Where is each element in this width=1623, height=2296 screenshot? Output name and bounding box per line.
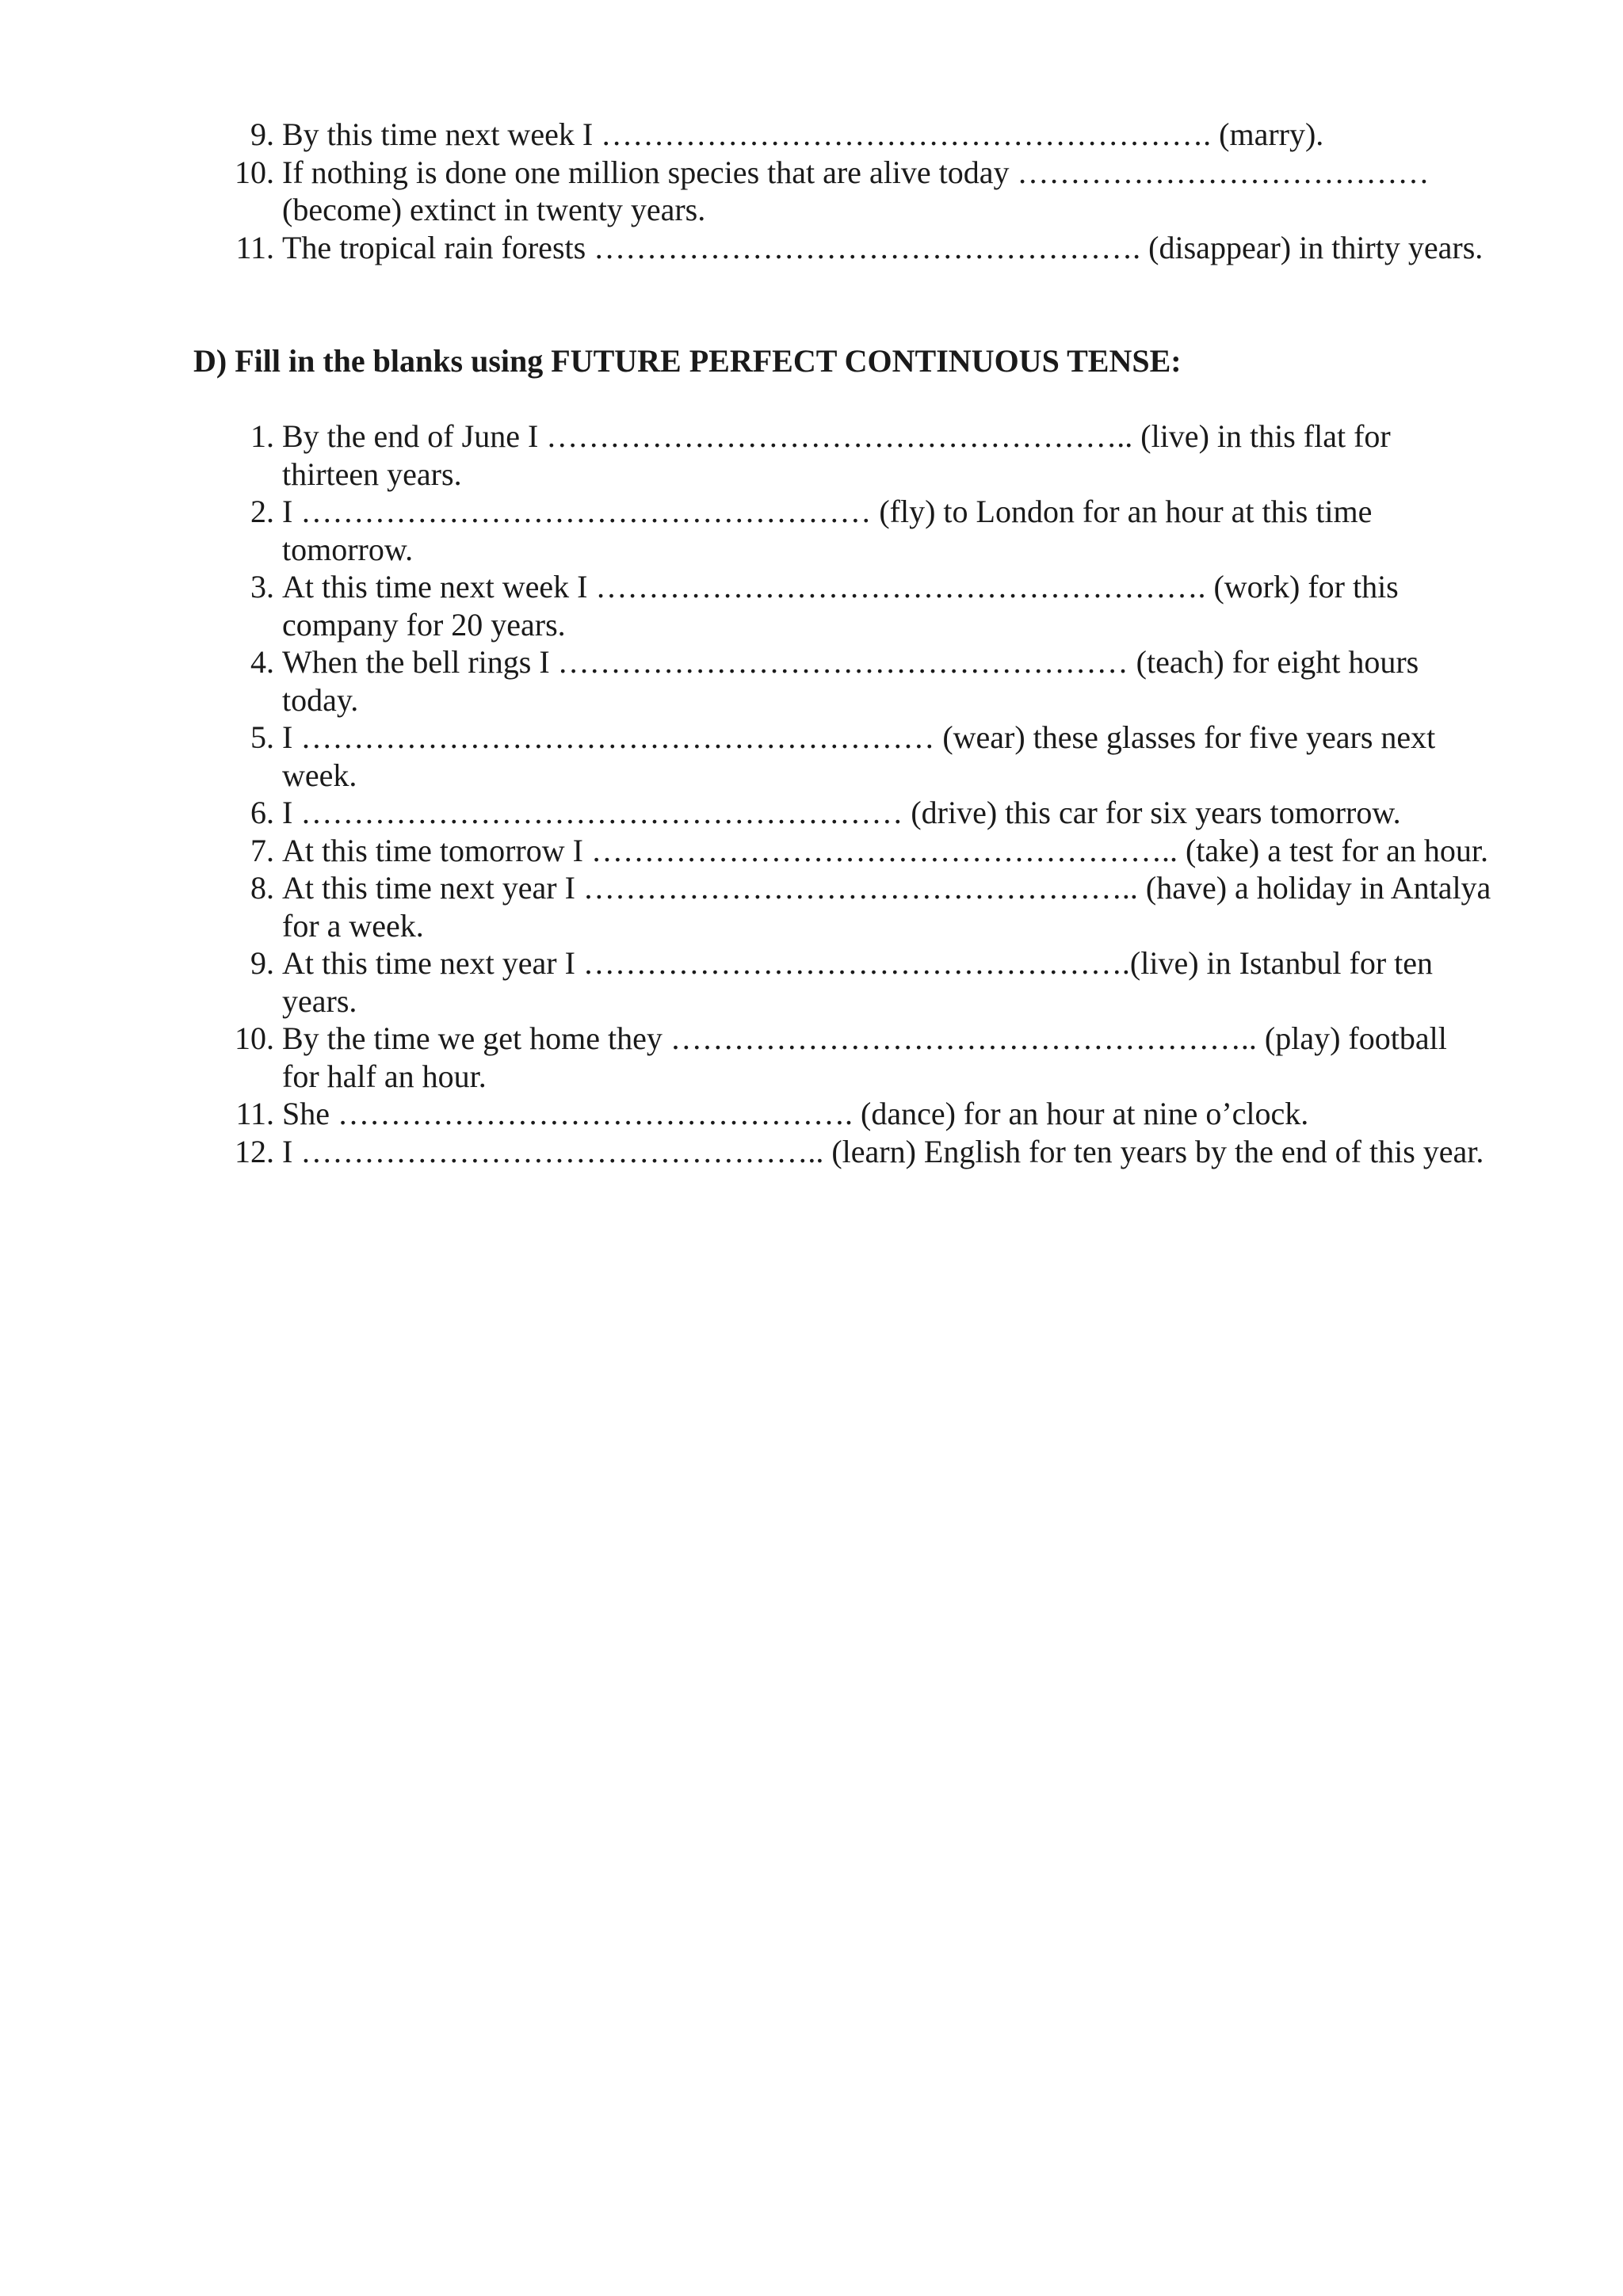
item-text: When the bell rings I ……………………………………………… (teach) for eight hours today. [282,644,1419,718]
item-text: By the end of June I ……………………………………………….. (live) in this flat for thirteen years. [282,418,1391,492]
list-item [223,643,1491,719]
list-item [223,869,1491,944]
item-number: 11. [235,1096,274,1131]
list-item [223,1020,1491,1095]
list-item [223,154,1491,229]
item-text: She …………………………………………. (dance) for an hour at nine o’clock. [282,1096,1309,1131]
item-number: 11. [235,229,274,265]
item-number: 7. [250,832,274,868]
item-number: 6. [250,795,274,830]
item-text: At this time next year I …………………………………………….. (have) a holiday in Antalya for a week. [282,870,1491,944]
section-d-exercise-list [223,418,1491,1170]
item-text: At this time next week I …………………………………………………. (work) for this company for 20 years. [282,569,1399,643]
list-item [223,418,1491,493]
item-number: 9. [250,116,274,152]
item-number: 10. [235,1020,274,1056]
list-item [223,568,1491,643]
item-number: 12. [235,1133,274,1169]
exercise-list-continued [223,116,1491,266]
item-number: 8. [250,870,274,906]
list-item [223,116,1491,154]
item-number: 10. [235,154,274,190]
item-text: I …………………………………………………… (wear) these glasses for five years next week. [282,719,1436,793]
item-number: 4. [250,644,274,680]
item-text: I ………………………………………….. (learn) English for ten years by the end of this year. [282,1133,1484,1169]
list-item [223,944,1491,1020]
list-item [223,1133,1491,1171]
item-number: 5. [250,719,274,755]
item-number: 9. [250,945,274,981]
item-number: 3. [250,569,274,605]
item-text: The tropical rain forests ……………………………………………. (disappear) in thirty years. [282,229,1484,265]
list-item [223,794,1491,832]
item-text: I ………………………………………………… (drive) this car for six years tomorrow. [282,795,1401,830]
item-text: By this time next week I …………………………………………………. (marry). [282,116,1324,152]
item-text: At this time next year I …………………………………………….(live) in Istanbul for ten years. [282,945,1434,1019]
item-text: If nothing is done one million species that are alive today ………………………………… (become) extinct in twenty years. [282,154,1430,227]
item-text: By the time we get home they ……………………………………………….. (play) football for half an hour. [282,1020,1447,1094]
list-item [223,719,1491,794]
list-item [223,832,1491,870]
list-item [223,229,1491,267]
item-text: I ……………………………………………… (fly) to London for an hour at this time tomorrow. [282,494,1373,567]
item-text: At this time tomorrow I ……………………………………………….. (take) a test for an hour. [282,832,1489,868]
item-number: 1. [250,418,274,454]
list-item [223,493,1491,568]
item-number: 2. [250,494,274,529]
section-d-heading: D) Fill in the blanks using FUTURE PERFECT CONTINUOUS TENSE: [193,343,1182,379]
list-item [223,1095,1491,1133]
